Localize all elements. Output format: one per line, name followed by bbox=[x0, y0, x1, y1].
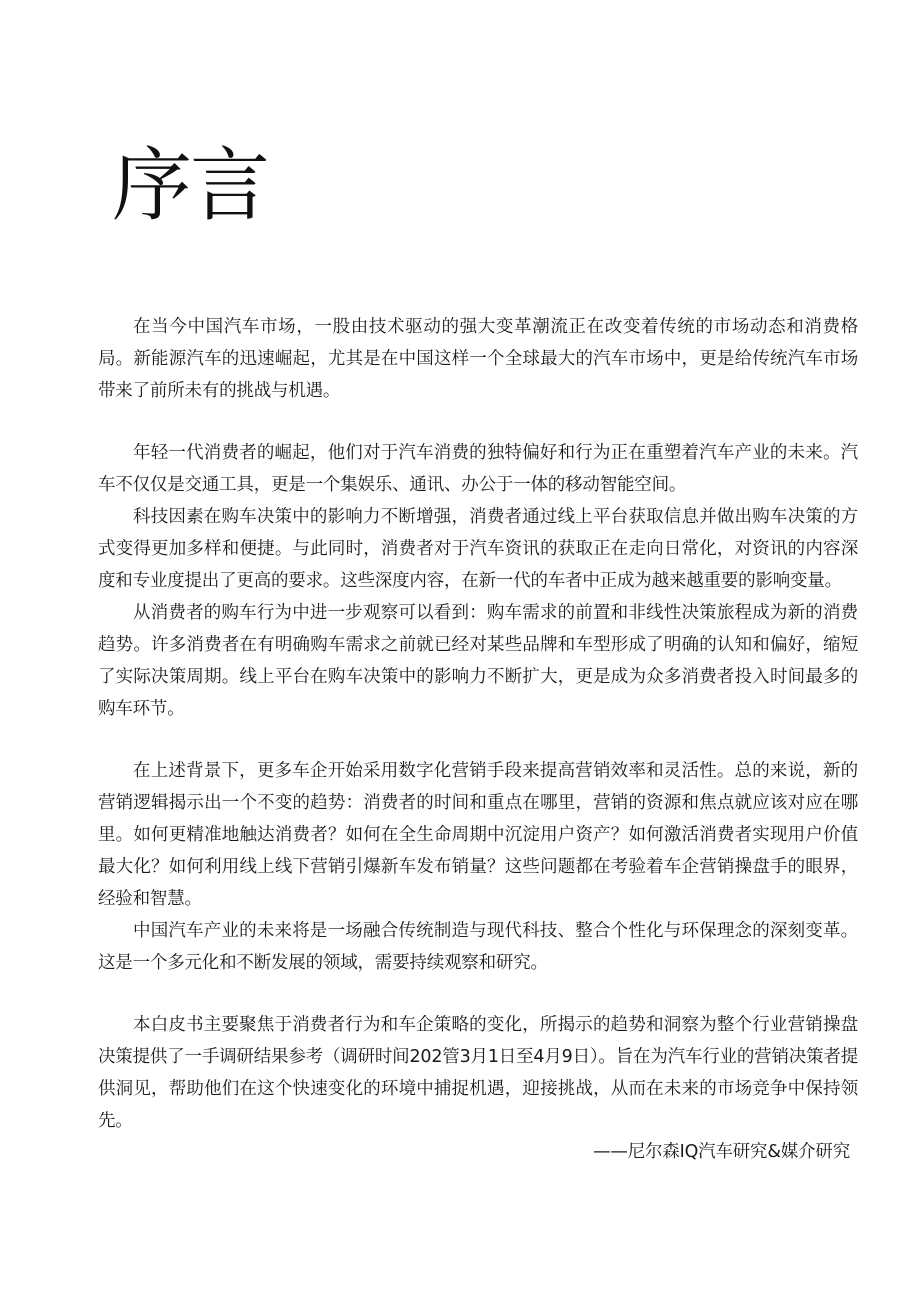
paragraph-spacer bbox=[98, 725, 858, 755]
paragraph-industry-future: 中国汽车产业的未来将是一场融合传统制造与现代科技、整合个性化与环保理念的深刻变革。这是一个多元化和不断发展的领域，需要持续观察和研究。 bbox=[98, 921, 858, 973]
signature: ——尼尔森IQ汽车研究&媒介研究 bbox=[593, 1142, 850, 1162]
page-title: 序言 bbox=[112, 139, 268, 232]
paragraph-spacer bbox=[98, 979, 858, 1009]
paragraph-purchase-behavior: 从消费者的购车行为中进一步观察可以看到：购车需求的前置和非线性决策旅程成为新的消费趋势。许多消费者在有明确购车需求之前就已经对某些品牌和车型形成了明确的认知和偏好，缩短了实际决策周期。线上平台在购车决策中的影响力不断扩大，更是成为众多消费者投入时间最多的购车环节。 bbox=[98, 603, 858, 719]
paragraph-digital-marketing: 在上述背景下，更多车企开始采用数字化营销手段来提高营销效率和灵活性。总的来说，新的营销逻辑揭示出一个不变的趋势：消费者的时间和重点在哪里，营销的资源和焦点就应该对应在哪里。如何更精准地触达消费者？如何在全生命周期中沉淀用户资产？如何激活消费者实现用户价值最大化？如何利用线上线下营销引爆新车发布销量？这些问题都在考验着车企营销操盘手的眼界，经验和智慧。 bbox=[98, 761, 858, 909]
paragraph-young-consumers: 年轻一代消费者的崛起，他们对于汽车消费的独特偏好和行为正在重塑着汽车产业的未来。汽车不仅仅是交通工具，更是一个集娱乐、通讯、办公于一体的移动智能空间。 bbox=[98, 443, 858, 495]
preface-body bbox=[98, 311, 858, 1137]
paragraph-whitepaper-focus: 本白皮书主要聚焦于消费者行为和车企策略的变化，所揭示的趋势和洞察为整个行业营销操盘决策提供了一手调研结果参考（调研时间202管3月1日至4月9日）。旨在为汽车行业的营销决策者提供洞见，帮助他们在这个快速变化的环境中捕捉机遇，迎接挑战，从而在未来的市场竞争中保持领先。 bbox=[98, 1015, 858, 1131]
paragraph-intro: 在当今中国汽车市场，一股由技术驱动的强大变革潮流正在改变着传统的市场动态和消费格局。新能源汽车的迅速崛起，尤其是在中国这样一个全球最大的汽车市场中，更是给传统汽车市场带来了前所未有的挑战与机遇。 bbox=[98, 317, 858, 401]
paragraph-technology: 科技因素在购车决策中的影响力不断增强，消费者通过线上平台获取信息并做出购车决策的方式变得更加多样和便捷。与此同时，消费者对于汽车资讯的获取正在走向日常化，对资讯的内容深度和专业度提出了更高的要求。这些深度内容，在新一代的车者中正成为越来越重要的影响变量。 bbox=[98, 507, 858, 591]
paragraph-spacer bbox=[98, 407, 858, 437]
